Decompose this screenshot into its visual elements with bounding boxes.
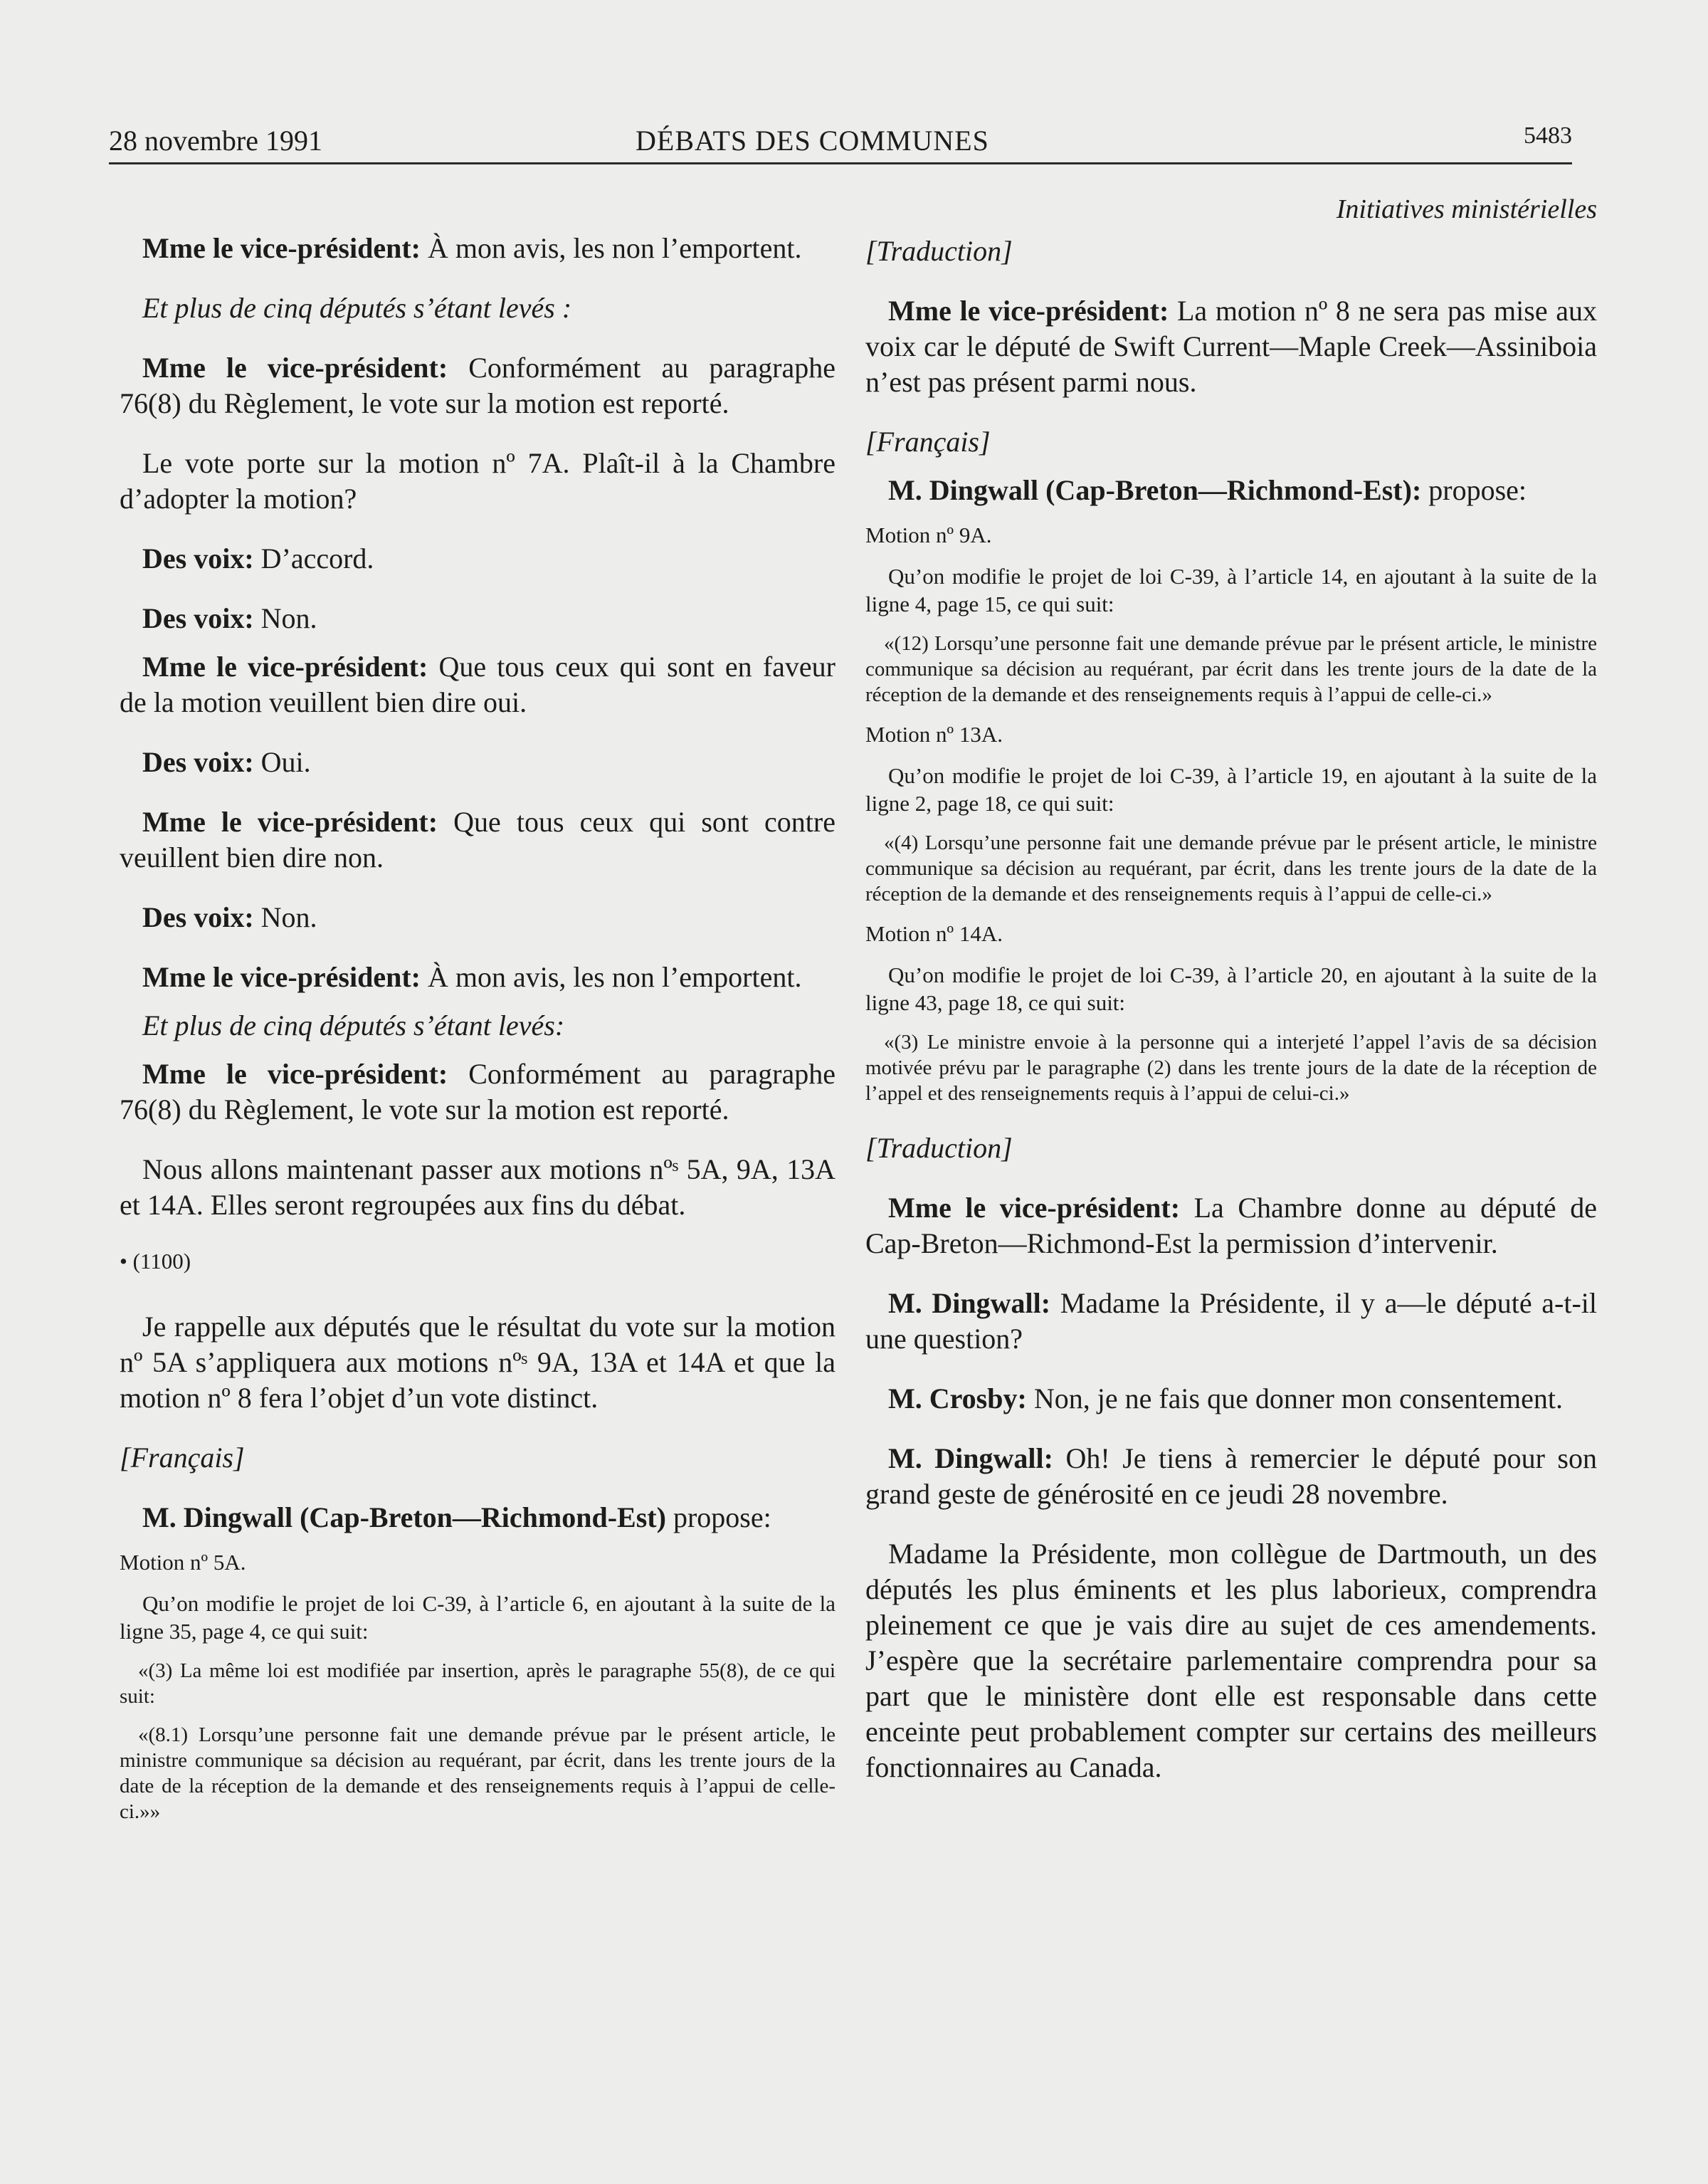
language-tag: [Traduction] [865, 1132, 1013, 1164]
language-tag: [Traduction] [865, 235, 1013, 267]
speaker: M. Dingwall (Cap-Breton—Richmond-Est): [888, 474, 1422, 506]
language-tag: [Français] [865, 426, 991, 458]
motion-text: Qu’on modifie le projet de loi C-39, à l’article 14, en ajoutant à la suite de la ligne 4, page 15, ce qui suit: [865, 564, 1597, 616]
paragraph: Des voix: Oui. [142, 746, 311, 778]
paragraph: Mme le vice-président: Conformément au paragraphe 76(8) du Règlement, le vote sur la motion est reporté. [120, 1058, 835, 1125]
speaker: Mme le vice-président: [142, 806, 438, 838]
speaker: M. Dingwall: [888, 1287, 1051, 1319]
speaker: Mme le vice-président: [888, 295, 1169, 327]
paragraph: M. Dingwall (Cap-Breton—Richmond-Est) propose: [142, 1501, 771, 1533]
paragraph: M. Dingwall: Madame la Présidente, il y a—le député a-t-il une question? [865, 1287, 1597, 1355]
speaker: Mme le vice-président: [142, 1058, 448, 1090]
page-header [109, 120, 1572, 164]
paragraph: Des voix: Non. [142, 901, 317, 933]
quoted-amendment: «(3) Le ministre envoie à la personne qui a interjeté l’appel l’avis de sa décision motivée prévu par le paragraphe (2) dans les trente jours de la date de la réception de l’appel et des renseignements requis à l’appui de celui-ci.» [865, 1031, 1597, 1105]
paragraph: Mme le vice-président: La Chambre donne au député de Cap-Breton—Richmond-Est la permission d’intervenir. [865, 1192, 1597, 1259]
motion-number: Motion nº 9A. [865, 523, 992, 547]
motion-number: Motion nº 13A. [865, 722, 1003, 747]
quoted-amendment: «(3) La même loi est modifiée par insertion, après le paragraphe 55(8), de ce qui suit: [120, 1659, 835, 1708]
paragraph: Je rappelle aux députés que le résultat du vote sur la motion nº 5A s’appliquera aux motions nºˢ 9A, 13A et 14A et que la motion nº 8 fera l’objet d’un vote distinct. [120, 1311, 835, 1414]
time-marker: • (1100) [120, 1249, 191, 1274]
paragraph: M. Dingwall (Cap-Breton—Richmond-Est): propose: [888, 474, 1527, 506]
motion-number: Motion nº 14A. [865, 921, 1003, 946]
quoted-amendment: «(12) Lorsqu’une personne fait une demande prévue par le présent article, le ministre communique sa décision au requérant, par écrit dans les trente jours de la date de la réception de la demande et des renseignements requis à l’appui de celle-ci.» [865, 632, 1597, 706]
motion-text: Qu’on modifie le projet de loi C-39, à l’article 6, en ajoutant à la suite de la ligne 35, page 4, ce qui suit: [120, 1591, 835, 1644]
speaker: Mme le vice-président: [142, 961, 421, 993]
speaker: M. Dingwall (Cap-Breton—Richmond-Est) [142, 1501, 666, 1533]
left-column [120, 194, 835, 1825]
paragraph: Mme le vice-président: À mon avis, les non l’emportent. [142, 232, 802, 264]
speaker: Des voix: [142, 746, 254, 778]
paragraph: Nous allons maintenant passer aux motions nºˢ 5A, 9A, 13A et 14A. Elles seront regroupées aux fins du débat. [120, 1153, 835, 1221]
running-head: Initiatives ministérielles [1336, 194, 1597, 224]
quoted-amendment: «(8.1) Lorsqu’une personne fait une demande prévue par le présent article, le ministre communique sa décision au requérant, par écrit, dans les trente jours de la date de la réception de la demande et des renseignements requis à l’appui de celle-ci.»» [120, 1723, 835, 1823]
stage-direction: Et plus de cinq députés s’étant levés: [142, 1009, 565, 1041]
page-number: 5483 [1524, 122, 1572, 149]
paragraph: M. Dingwall: Oh! Je tiens à remercier le député pour son grand geste de générosité en ce jeudi 28 novembre. [865, 1442, 1597, 1510]
quoted-amendment: «(4) Lorsqu’une personne fait une demande prévue par le présent article, le ministre communique sa décision au requérant, par écrit, dans les trente jours de la date de la réception de la demande et des renseignements requis à l’appui de celle-ci.» [865, 831, 1597, 905]
speaker: Mme le vice-président: [888, 1192, 1181, 1224]
paragraph: Mme le vice-président: Que tous ceux qui sont en faveur de la motion veuillent bien dire oui. [120, 651, 835, 718]
motion-number: Motion nº 5A. [120, 1550, 246, 1575]
stage-direction: Et plus de cinq députés s’étant levés : [142, 292, 572, 324]
speaker: Des voix: [142, 542, 254, 574]
speaker: Mme le vice-président: [142, 232, 421, 264]
right-column [865, 194, 1597, 1785]
speaker: M. Dingwall: [888, 1442, 1053, 1474]
paragraph: Mme le vice-président: La motion nº 8 ne sera pas mise aux voix car le député de Swift Current—Maple Creek—Assiniboia n’est pas présent parmi nous. [865, 295, 1597, 398]
motion-text: Qu’on modifie le projet de loi C-39, à l’article 19, en ajoutant à la suite de la ligne 2, page 18, ce qui suit: [865, 763, 1597, 816]
speaker: M. Crosby: [888, 1382, 1027, 1414]
paragraph: Des voix: Non. [142, 602, 317, 634]
motion-text: Qu’on modifie le projet de loi C-39, à l’article 20, en ajoutant à la suite de la ligne 43, page 18, ce qui suit: [865, 962, 1597, 1015]
language-tag: [Français] [120, 1442, 245, 1474]
speaker: Des voix: [142, 901, 254, 933]
paragraph: Mme le vice-président: Conformément au paragraphe 76(8) du Règlement, le vote sur la motion est reporté. [120, 352, 835, 419]
paragraph: M. Crosby: Non, je ne fais que donner mon consentement. [888, 1382, 1563, 1414]
paragraph: Mme le vice-président: À mon avis, les non l’emportent. [142, 961, 802, 993]
paragraph: Mme le vice-président: Que tous ceux qui sont contre veuillent bien dire non. [120, 806, 835, 873]
header-date: 28 novembre 1991 [109, 125, 322, 157]
header-title: DÉBATS DES COMMUNES [636, 125, 989, 157]
paragraph: Le vote porte sur la motion nº 7A. Plaît-il à la Chambre d’adopter la motion? [120, 447, 835, 515]
speaker: Des voix: [142, 602, 254, 634]
speaker: Mme le vice-président: [142, 352, 448, 384]
paragraph: Des voix: D’accord. [142, 542, 374, 574]
paragraph: Madame la Présidente, mon collègue de Dartmouth, un des députés les plus éminents et les plus laborieux, comprendra pleinement ce que je vais dire au sujet de ces amendements. J’espère que la secrétaire parlementaire comprendra pour sa part que le ministère dont elle est responsable dans cette enceinte peut probablement compter sur certains des meilleurs fonctionnaires au Canada. [865, 1538, 1597, 1783]
speaker: Mme le vice-président: [142, 651, 428, 683]
